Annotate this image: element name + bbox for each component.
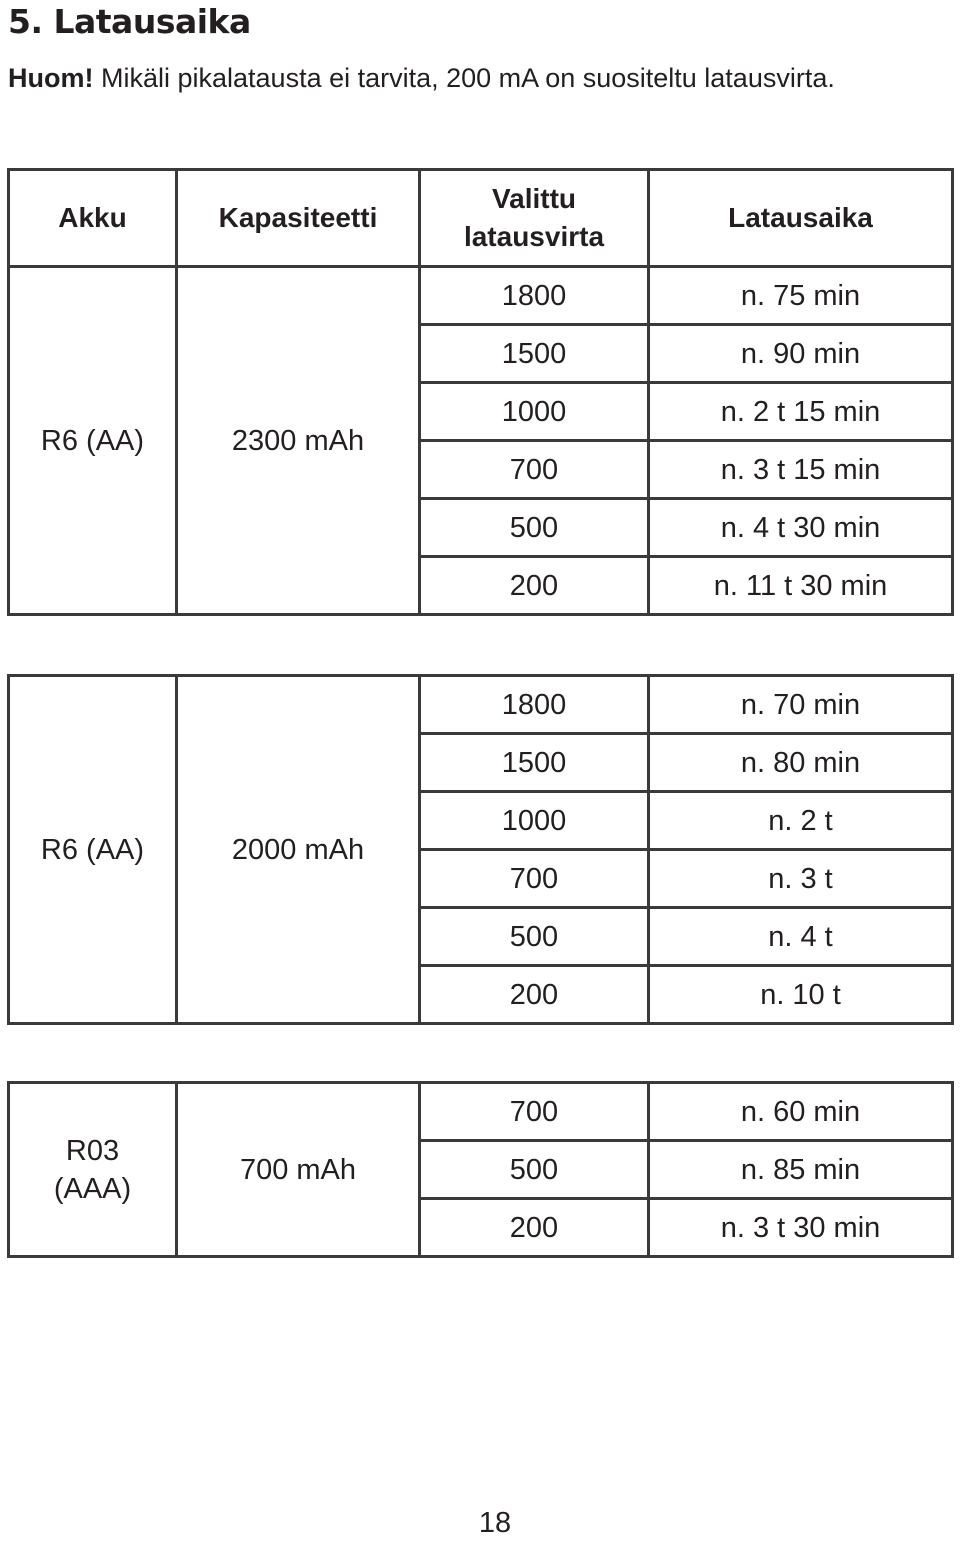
charge-current: 500 bbox=[420, 1141, 649, 1199]
charging-note bbox=[8, 60, 908, 96]
charge-time: n. 60 min bbox=[649, 1083, 953, 1141]
table-row bbox=[9, 676, 953, 734]
battery-capacity: 700 mAh bbox=[177, 1083, 420, 1257]
charge-time: n. 90 min bbox=[649, 325, 953, 383]
charge-current: 200 bbox=[420, 966, 649, 1024]
header-charging-time: Latausaika bbox=[649, 170, 953, 267]
page-number: 18 bbox=[478, 1507, 512, 1539]
charge-current: 1000 bbox=[420, 792, 649, 850]
section-heading: 5. Latausaika bbox=[8, 2, 251, 41]
charge-current: 200 bbox=[420, 1199, 649, 1257]
charge-current: 700 bbox=[420, 850, 649, 908]
charge-time: n. 2 t bbox=[649, 792, 953, 850]
charge-time: n. 3 t 30 min bbox=[649, 1199, 953, 1257]
charge-current: 500 bbox=[420, 908, 649, 966]
note-text: Mikäli pikalatausta ei tarvita, 200 mA on suositeltu latausvirta. bbox=[93, 63, 835, 93]
charge-current: 1800 bbox=[420, 267, 649, 325]
battery-capacity: 2000 mAh bbox=[177, 676, 420, 1024]
battery-type: R6 (AA) bbox=[9, 267, 177, 615]
header-capacity: Kapasiteetti bbox=[177, 170, 420, 267]
charge-time: n. 4 t 30 min bbox=[649, 499, 953, 557]
charge-time: n. 2 t 15 min bbox=[649, 383, 953, 441]
charging-time-table-2 bbox=[7, 674, 954, 1025]
charging-time-table-1 bbox=[7, 168, 954, 616]
table-row bbox=[9, 1083, 953, 1141]
charge-time: n. 3 t 15 min bbox=[649, 441, 953, 499]
charge-time: n. 3 t bbox=[649, 850, 953, 908]
battery-type: R6 (AA) bbox=[9, 676, 177, 1024]
charge-time: n. 11 t 30 min bbox=[649, 557, 953, 615]
header-current: Valittu latausvirta bbox=[420, 170, 649, 267]
charge-time: n. 75 min bbox=[649, 267, 953, 325]
charge-time: n. 80 min bbox=[649, 734, 953, 792]
charge-time: n. 85 min bbox=[649, 1141, 953, 1199]
charge-current: 1800 bbox=[420, 676, 649, 734]
battery-type: R03 (AAA) bbox=[9, 1083, 177, 1257]
charge-current: 1500 bbox=[420, 734, 649, 792]
charge-current: 200 bbox=[420, 557, 649, 615]
charging-time-table-3 bbox=[7, 1081, 954, 1258]
charge-current: 1000 bbox=[420, 383, 649, 441]
table-header-row bbox=[9, 170, 953, 267]
charge-time: n. 4 t bbox=[649, 908, 953, 966]
charge-current: 700 bbox=[420, 1083, 649, 1141]
charge-current: 500 bbox=[420, 499, 649, 557]
header-battery: Akku bbox=[9, 170, 177, 267]
charge-current: 700 bbox=[420, 441, 649, 499]
battery-capacity: 2300 mAh bbox=[177, 267, 420, 615]
note-label: Huom! bbox=[8, 63, 94, 93]
charge-time: n. 10 t bbox=[649, 966, 953, 1024]
table-row bbox=[9, 267, 953, 325]
charge-time: n. 70 min bbox=[649, 676, 953, 734]
charge-current: 1500 bbox=[420, 325, 649, 383]
